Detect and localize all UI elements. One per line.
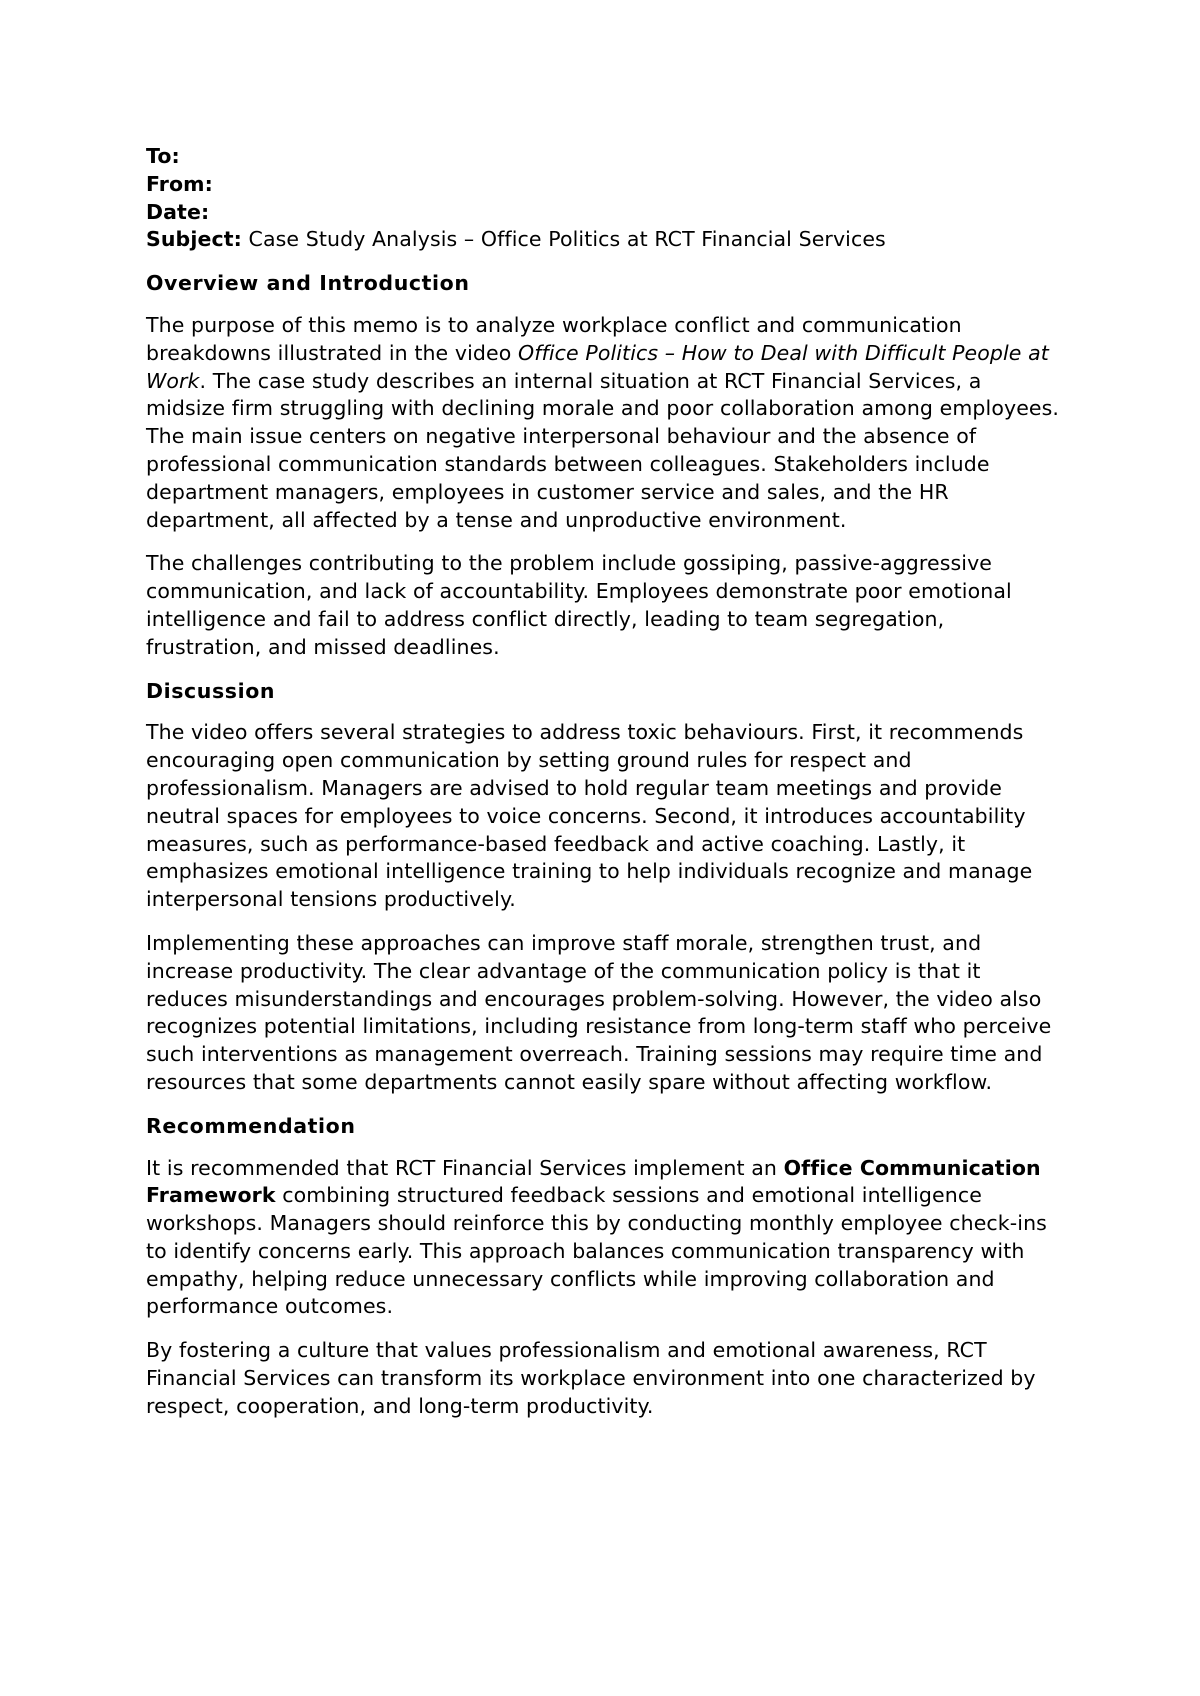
- discussion-heading: Discussion: [146, 678, 276, 703]
- memo-document: [146, 143, 1066, 1437]
- date-line: [146, 199, 1066, 227]
- video-title: Office Politics – How to Deal with Difficult People at Work: [146, 340, 1049, 393]
- overview-heading: Overview and Introduction: [146, 271, 470, 296]
- recommendation-paragraph-2: By fostering a culture that values professionalism and emotional awareness, RCT Financial Services can transform its workplace environment into one characterized by respect, cooperation, and long-term productivity.: [146, 1338, 1036, 1418]
- subject-line: [146, 226, 1066, 254]
- to-line: [146, 143, 1066, 171]
- recommendation-p1-intro: It is recommended that RCT Financial Services implement an: [146, 1155, 784, 1180]
- discussion-paragraph-2: Implementing these approaches can improve staff morale, strengthen trust, and increase productivity. The clear advantage of the communication policy is that it reduces misunderstandings and encourages problem-solving. However, the video also recognizes potential limitations, including resistance from long-term staff who perceive such interventions as management overreach. Training sessions may require time and resources that some departments cannot easily spare without affecting workflow.: [146, 930, 1052, 1094]
- overview-p1-intro: The purpose of this memo is to analyze workplace conflict and communication breakdowns illustrated in the video: [146, 312, 962, 365]
- to-label: To:: [146, 144, 180, 168]
- from-label: From:: [146, 171, 213, 196]
- subject-label: Subject:: [146, 227, 242, 252]
- subject-value: Case Study Analysis – Office Politics at RCT Financial Services: [248, 227, 886, 252]
- framework-name: Office Communication Framework: [146, 1155, 1041, 1208]
- recommendation-p1-rest: combining structured feedback sessions and emotional intelligence workshops. Managers should reinforce this by conducting monthly employee check-ins to identify concerns early. This approach balances communication transparency with empathy, helping reduce unnecessary conflicts while improving collaboration and performance outcomes.: [146, 1183, 1047, 1319]
- overview-paragraph-1: [146, 312, 1066, 534]
- date-label: Date:: [146, 199, 210, 224]
- from-line: [146, 171, 1066, 199]
- overview-p1-rest: . The case study describes an internal situation at RCT Financial Services, a midsize firm struggling with declining morale and poor collaboration among employees. The main issue centers on negative interpersonal behaviour and the absence of professional communication standards between colleagues. Stakeholders include department managers, employees in customer service and sales, and the HR department, all affected by a tense and unproductive environment.: [146, 368, 1060, 532]
- recommendation-paragraph-1: [146, 1155, 1066, 1322]
- overview-paragraph-2: The challenges contributing to the problem include gossiping, passive-aggressive communication, and lack of accountability. Employees demonstrate poor emotional intelligence and fail to address conflict directly, leading to team segregation, frustration, and missed deadlines.: [146, 551, 1012, 659]
- memo-header: [146, 143, 1066, 254]
- discussion-paragraph-1: The video offers several strategies to address toxic behaviours. First, it recommends encouraging open communication by setting ground rules for respect and professionalism. Managers are advised to hold regular team meetings and provide neutral spaces for employees to voice concerns. Second, it introduces accountability measures, such as performance-based feedback and active coaching. Lastly, it emphasizes emotional intelligence training to help individuals recognize and manage interpersonal tensions productively.: [146, 720, 1033, 912]
- recommendation-heading: Recommendation: [146, 1113, 356, 1138]
